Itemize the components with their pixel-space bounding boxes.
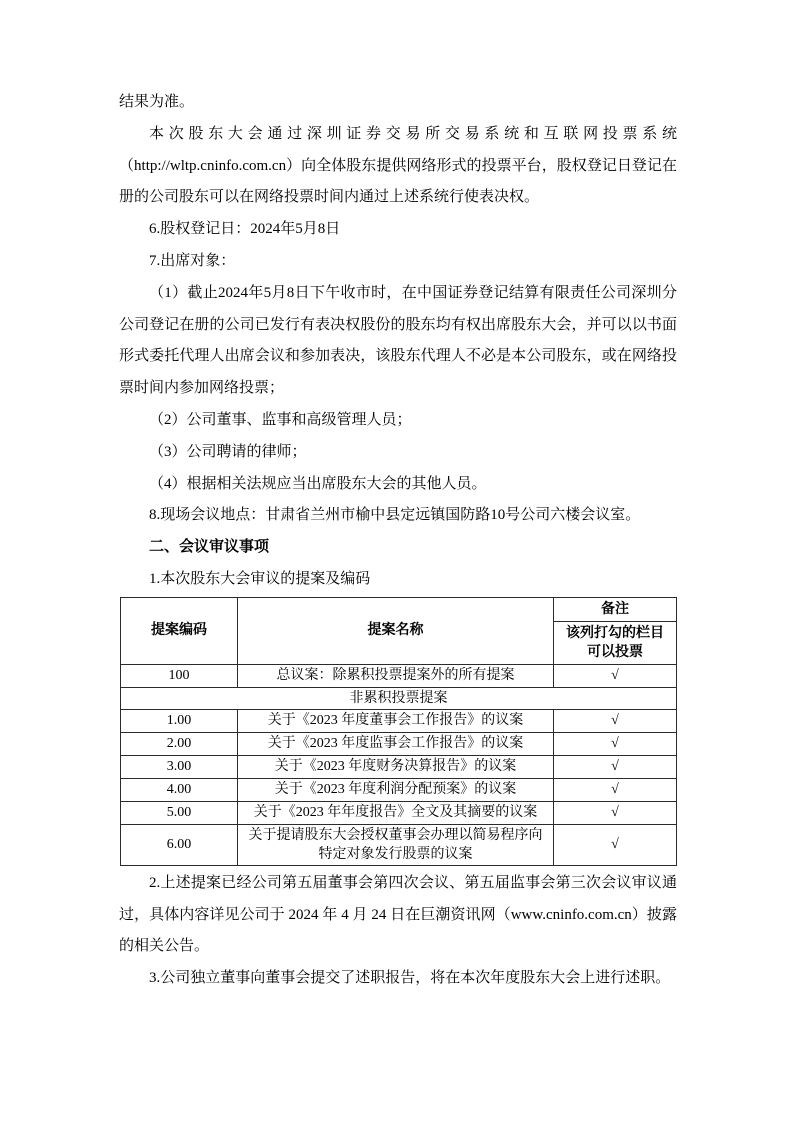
proposal-name: 关于《2023 年度财务决算报告》的议案 [238, 755, 554, 778]
col-header-note-sub: 该列打勾的栏目可以投票 [554, 621, 677, 664]
group-label: 非累积投票提案 [121, 687, 677, 709]
para-director-report: 3.公司独立董事向董事会提交了述职报告，将在本次年度股东大会上进行述职。 [149, 970, 671, 987]
vote-checkmark: √ [554, 709, 677, 732]
table-header-row [121, 597, 677, 621]
vote-checkmark: √ [554, 778, 677, 801]
attendee-item-4: （4）根据相关法规应当出席股东大会的其他人员。 [149, 475, 487, 492]
item-record-date: 6.股权登记日：2024年5月8日 [149, 221, 341, 238]
table-row [121, 732, 677, 755]
proposal-code: 100 [121, 664, 238, 687]
table-row [121, 778, 677, 801]
col-header-proposal-code: 提案编码 [121, 597, 238, 664]
proposal-name: 关于提请股东大会授权董事会办理以简易程序向特定对象发行股票的议案 [238, 824, 554, 865]
proposal-name: 关于《2023 年年度报告》全文及其摘要的议案 [238, 801, 554, 824]
table-row [121, 755, 677, 778]
para-result: 结果为准。 [119, 94, 195, 110]
vote-checkmark: √ [554, 801, 677, 824]
para-approval: 2.上述提案已经公司第五届董事会第四次会议、第五届监事会第三次会议审议通过，具体内容详见公司于 2024 年 4 月 24 日在巨潮资讯网（www.cninfo.com.cn）披露的相关公告。 [119, 874, 677, 955]
proposal-table [120, 597, 677, 866]
attendee-item-2: （2）公司董事、监事和高级管理人员； [149, 411, 412, 428]
proposal-code: 5.00 [121, 801, 238, 824]
table-row [121, 664, 677, 687]
proposal-name: 关于《2023 年度监事会工作报告》的议案 [238, 732, 554, 755]
proposal-code: 3.00 [121, 755, 238, 778]
proposal-name: 总议案：除累积投票提案外的所有提案 [238, 664, 554, 687]
proposal-code: 2.00 [121, 732, 238, 755]
table-group-row [121, 687, 677, 709]
table-row [121, 824, 677, 865]
section-heading-deliberation: 二、会议审议事项 [149, 539, 270, 556]
proposal-code: 4.00 [121, 778, 238, 801]
vote-checkmark: √ [554, 824, 677, 865]
proposal-name: 关于《2023 年度董事会工作报告》的议案 [238, 709, 554, 732]
proposal-name: 关于《2023 年度利润分配预案》的议案 [238, 778, 554, 801]
vote-checkmark: √ [554, 755, 677, 778]
table-row [121, 801, 677, 824]
attendee-item-3: （3）公司聘请的律师； [149, 443, 307, 460]
col-header-proposal-name: 提案名称 [238, 597, 554, 664]
attendee-item-1: （1）截止2024年5月8日下午收市时，在中国证券登记结算有限责任公司深圳分公司登记在册的公司已发行有表决权股份的股东均有权出席股东大会，并可以以书面形式委托代理人出席会议和参加表决，该股东代理人不必是本公司股东，或在网络投票时间内参加网络投票； [119, 284, 677, 397]
table-row [121, 709, 677, 732]
item-attendees: 7.出席对象： [149, 252, 236, 269]
vote-checkmark: √ [554, 732, 677, 755]
proposal-code: 6.00 [121, 824, 238, 865]
vote-checkmark: √ [554, 664, 677, 687]
proposal-code: 1.00 [121, 709, 238, 732]
col-header-note: 备注 [554, 597, 677, 621]
item-proposals-title: 1.本次股东大会审议的提案及编码 [149, 570, 371, 587]
para-network-voting: 本次股东大会通过深圳证券交易所交易系统和互联网投票系统（http://wltp.cninfo.com.cn）向全体股东提供网络形式的投票平台，股权登记日登记在册的公司股东可以在网络投票时间内通过上述系统行使表决权。 [119, 125, 677, 206]
item-venue: 8.现场会议地点：甘肃省兰州市榆中县定远镇国防路10号公司六楼会议室。 [149, 507, 641, 524]
